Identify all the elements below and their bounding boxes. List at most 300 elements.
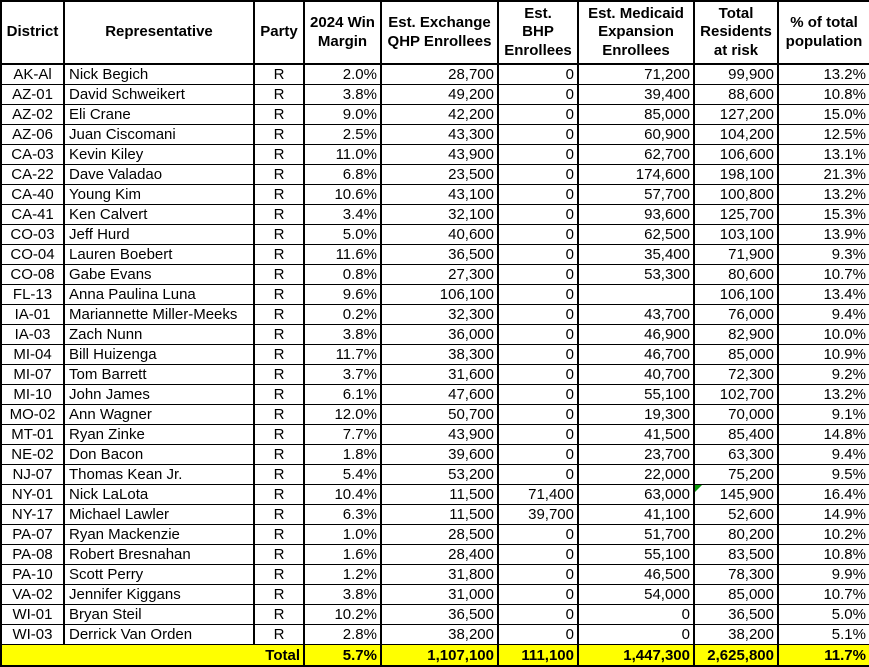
cell-party: R [254,445,304,465]
cell-district: NJ-07 [1,465,64,485]
cell-qhp: 47,600 [381,385,498,405]
cell-party: R [254,485,304,505]
table-row [1,345,869,365]
cell-win-margin: 3.8% [304,585,381,605]
cell-win-margin: 1.0% [304,525,381,545]
cell-qhp: 11,500 [381,505,498,525]
cell-qhp: 28,500 [381,525,498,545]
cell-representative: Ryan Zinke [64,425,254,445]
cell-medicaid: 19,300 [578,405,694,425]
cell-district: CA-22 [1,165,64,185]
cell-representative: Michael Lawler [64,505,254,525]
cell-total-at-risk: 75,200 [694,465,778,485]
cell-medicaid: 63,000 [578,485,694,505]
cell-district: CA-03 [1,145,64,165]
cell-bhp: 0 [498,445,578,465]
cell-total-at-risk: 76,000 [694,305,778,325]
cell-total-at-risk: 125,700 [694,205,778,225]
cell-representative: Ann Wagner [64,405,254,425]
col-header-medicaid-expansion: Est. Medicaid Expansion Enrollees [578,1,694,64]
cell-total-at-risk: 99,900 [694,64,778,85]
cell-qhp: 42,200 [381,105,498,125]
cell-bhp: 0 [498,85,578,105]
cell-medicaid: 57,700 [578,185,694,205]
cell-party: R [254,145,304,165]
cell-medicaid: 54,000 [578,585,694,605]
cell-representative: Derrick Van Orden [64,625,254,645]
cell-district: VA-02 [1,585,64,605]
cell-medicaid: 55,100 [578,545,694,565]
cell-bhp: 0 [498,285,578,305]
cell-total-at-risk: 70,000 [694,405,778,425]
cell-representative: Bill Huizenga [64,345,254,365]
cell-representative: Young Kim [64,185,254,205]
cell-pct: 9.4% [778,445,869,465]
cell-pct: 10.0% [778,325,869,345]
cell-total-at-risk: 106,600 [694,145,778,165]
cell-total-at-risk: 80,200 [694,525,778,545]
cell-total-at-risk: 36,500 [694,605,778,625]
col-header-district: District [1,1,64,64]
table-row [1,365,869,385]
cell-district: MT-01 [1,425,64,445]
cell-medicaid: 62,500 [578,225,694,245]
cell-pct: 10.7% [778,265,869,285]
cell-win-margin: 2.0% [304,64,381,85]
cell-bhp: 0 [498,105,578,125]
cell-qhp: 106,100 [381,285,498,305]
total-bhp: 111,100 [498,645,578,667]
cell-representative: Nick Begich [64,64,254,85]
cell-pct: 13.1% [778,145,869,165]
cell-win-margin: 2.5% [304,125,381,145]
cell-pct: 13.4% [778,285,869,305]
cell-win-margin: 2.8% [304,625,381,645]
cell-qhp: 27,300 [381,265,498,285]
cell-total-at-risk: 80,600 [694,265,778,285]
cell-district: CO-08 [1,265,64,285]
cell-party: R [254,265,304,285]
cell-bhp: 0 [498,205,578,225]
cell-pct: 13.2% [778,185,869,205]
cell-qhp: 40,600 [381,225,498,245]
cell-win-margin: 3.4% [304,205,381,225]
cell-representative: Jeff Hurd [64,225,254,245]
cell-win-margin: 5.4% [304,465,381,485]
cell-representative: John James [64,385,254,405]
cell-representative: Scott Perry [64,565,254,585]
cell-qhp: 43,900 [381,425,498,445]
cell-district: CA-41 [1,205,64,225]
table-row [1,565,869,585]
cell-total-at-risk: 82,900 [694,325,778,345]
cell-party: R [254,64,304,85]
cell-party: R [254,365,304,385]
cell-representative: Anna Paulina Luna [64,285,254,305]
cell-bhp: 0 [498,385,578,405]
col-header-qhp-enrollees: Est. Exchange QHP Enrollees [381,1,498,64]
table-row [1,445,869,465]
cell-pct: 14.9% [778,505,869,525]
cell-qhp: 39,600 [381,445,498,465]
cell-representative: Mariannette Miller-Meeks [64,305,254,325]
cell-district: WI-03 [1,625,64,645]
cell-bhp: 39,700 [498,505,578,525]
cell-party: R [254,505,304,525]
cell-qhp: 38,300 [381,345,498,365]
cell-total-at-risk: 106,100 [694,285,778,305]
cell-total-at-risk: 145,900 [694,485,778,505]
cell-party: R [254,225,304,245]
cell-bhp: 0 [498,345,578,365]
cell-representative: Tom Barrett [64,365,254,385]
table-row [1,305,869,325]
cell-total-at-risk: 100,800 [694,185,778,205]
cell-representative: Jennifer Kiggans [64,585,254,605]
table-row [1,485,869,505]
cell-win-margin: 0.2% [304,305,381,325]
total-residents-at-risk: 2,625,800 [694,645,778,667]
cell-win-margin: 12.0% [304,405,381,425]
cell-total-at-risk: 102,700 [694,385,778,405]
cell-representative: Thomas Kean Jr. [64,465,254,485]
table-row [1,505,869,525]
cell-win-margin: 7.7% [304,425,381,445]
cell-win-margin: 11.7% [304,345,381,365]
total-win-margin: 5.7% [304,645,381,667]
cell-party: R [254,305,304,325]
cell-qhp: 43,300 [381,125,498,145]
cell-medicaid: 40,700 [578,365,694,385]
cell-bhp: 0 [498,465,578,485]
cell-win-margin: 10.4% [304,485,381,505]
cell-pct: 15.3% [778,205,869,225]
cell-bhp: 0 [498,185,578,205]
cell-bhp: 0 [498,265,578,285]
col-header-bhp-enrollees: Est. BHP Enrollees [498,1,578,64]
table-row [1,525,869,545]
cell-win-margin: 6.8% [304,165,381,185]
cell-district: MI-10 [1,385,64,405]
cell-bhp: 0 [498,625,578,645]
cell-district: MI-07 [1,365,64,385]
total-medicaid: 1,447,300 [578,645,694,667]
cell-medicaid: 55,100 [578,385,694,405]
table-row [1,185,869,205]
cell-qhp: 43,100 [381,185,498,205]
cell-qhp: 49,200 [381,85,498,105]
cell-party: R [254,625,304,645]
cell-district: IA-01 [1,305,64,325]
cell-win-margin: 6.1% [304,385,381,405]
cell-total-at-risk: 85,400 [694,425,778,445]
cell-representative: Gabe Evans [64,265,254,285]
cell-representative: Juan Ciscomani [64,125,254,145]
cell-win-margin: 11.6% [304,245,381,265]
cell-qhp: 31,800 [381,565,498,585]
cell-bhp: 0 [498,405,578,425]
cell-medicaid: 41,100 [578,505,694,525]
cell-representative: Nick LaLota [64,485,254,505]
cell-total-at-risk: 83,500 [694,545,778,565]
cell-pct: 10.8% [778,85,869,105]
cell-bhp: 0 [498,585,578,605]
total-label: Total [1,645,304,667]
table-row [1,325,869,345]
cell-bhp: 0 [498,245,578,265]
col-header-party: Party [254,1,304,64]
table-row [1,64,869,85]
cell-bhp: 0 [498,64,578,85]
cell-total-at-risk: 71,900 [694,245,778,265]
cell-party: R [254,345,304,365]
cell-representative: David Schweikert [64,85,254,105]
cell-pct: 16.4% [778,485,869,505]
table-row [1,105,869,125]
cell-district: MO-02 [1,405,64,425]
cell-district: CO-03 [1,225,64,245]
cell-medicaid: 46,500 [578,565,694,585]
cell-qhp: 36,500 [381,605,498,625]
cell-party: R [254,205,304,225]
cell-bhp: 71,400 [498,485,578,505]
cell-medicaid: 46,700 [578,345,694,365]
cell-bhp: 0 [498,545,578,565]
cell-medicaid: 39,400 [578,85,694,105]
cell-district: CO-04 [1,245,64,265]
cell-qhp: 43,900 [381,145,498,165]
cell-representative: Zach Nunn [64,325,254,345]
cell-party: R [254,85,304,105]
cell-win-margin: 6.3% [304,505,381,525]
cell-pct: 13.2% [778,385,869,405]
cell-qhp: 36,500 [381,245,498,265]
cell-party: R [254,285,304,305]
cell-party: R [254,405,304,425]
table-row [1,245,869,265]
cell-district: MI-04 [1,345,64,365]
cell-pct: 9.9% [778,565,869,585]
cell-total-at-risk: 78,300 [694,565,778,585]
cell-total-at-risk: 52,600 [694,505,778,525]
cell-medicaid: 0 [578,605,694,625]
cell-medicaid: 85,000 [578,105,694,125]
col-header-representative: Representative [64,1,254,64]
cell-district: AZ-06 [1,125,64,145]
cell-medicaid [578,285,694,305]
cell-district: AZ-02 [1,105,64,125]
table-row [1,285,869,305]
cell-bhp: 0 [498,605,578,625]
cell-qhp: 50,700 [381,405,498,425]
cell-total-at-risk: 104,200 [694,125,778,145]
cell-bhp: 0 [498,305,578,325]
cell-win-margin: 3.7% [304,365,381,385]
cell-pct: 10.2% [778,525,869,545]
cell-pct: 12.5% [778,125,869,145]
cell-bhp: 0 [498,125,578,145]
table-row [1,585,869,605]
table-row [1,145,869,165]
total-qhp: 1,107,100 [381,645,498,667]
cell-win-margin: 1.2% [304,565,381,585]
table-row [1,385,869,405]
cell-representative: Lauren Boebert [64,245,254,265]
cell-representative: Dave Valadao [64,165,254,185]
cell-win-margin: 9.6% [304,285,381,305]
cell-party: R [254,185,304,205]
cell-medicaid: 71,200 [578,64,694,85]
cell-pct: 10.8% [778,545,869,565]
cell-party: R [254,605,304,625]
cell-qhp: 53,200 [381,465,498,485]
table-row [1,125,869,145]
cell-medicaid: 43,700 [578,305,694,325]
cell-win-margin: 3.8% [304,325,381,345]
cell-bhp: 0 [498,165,578,185]
cell-qhp: 31,000 [381,585,498,605]
cell-representative: Don Bacon [64,445,254,465]
cell-district: CA-40 [1,185,64,205]
cell-representative: Bryan Steil [64,605,254,625]
cell-bhp: 0 [498,565,578,585]
cell-district: WI-01 [1,605,64,625]
cell-pct: 9.5% [778,465,869,485]
cell-representative: Robert Bresnahan [64,545,254,565]
cell-total-at-risk: 198,100 [694,165,778,185]
cell-total-at-risk: 85,000 [694,585,778,605]
cell-pct: 5.0% [778,605,869,625]
table-row [1,405,869,425]
cell-pct: 14.8% [778,425,869,445]
cell-win-margin: 0.8% [304,265,381,285]
cell-pct: 13.2% [778,64,869,85]
cell-district: FL-13 [1,285,64,305]
cell-total-at-risk: 85,000 [694,345,778,365]
cell-win-margin: 10.6% [304,185,381,205]
cell-medicaid: 62,700 [578,145,694,165]
cell-win-margin: 10.2% [304,605,381,625]
cell-representative: Ryan Mackenzie [64,525,254,545]
cell-party: R [254,525,304,545]
cell-district: NY-17 [1,505,64,525]
cell-party: R [254,465,304,485]
table-row [1,205,869,225]
cell-win-margin: 3.8% [304,85,381,105]
cell-party: R [254,585,304,605]
col-header-win-margin: 2024 Win Margin [304,1,381,64]
cell-total-at-risk: 88,600 [694,85,778,105]
cell-party: R [254,105,304,125]
cell-representative: Ken Calvert [64,205,254,225]
cell-qhp: 23,500 [381,165,498,185]
cell-pct: 5.1% [778,625,869,645]
cell-party: R [254,125,304,145]
cell-medicaid: 35,400 [578,245,694,265]
cell-win-margin: 5.0% [304,225,381,245]
cell-qhp: 11,500 [381,485,498,505]
cell-bhp: 0 [498,365,578,385]
table-row [1,465,869,485]
cell-error-flag-triangle-icon [695,485,702,492]
cell-pct: 9.1% [778,405,869,425]
cell-qhp: 32,100 [381,205,498,225]
cell-district: IA-03 [1,325,64,345]
cell-pct: 21.3% [778,165,869,185]
cell-representative: Eli Crane [64,105,254,125]
table-row [1,225,869,245]
cell-total-at-risk: 103,100 [694,225,778,245]
table-row [1,425,869,445]
cell-pct: 9.2% [778,365,869,385]
cell-district: PA-08 [1,545,64,565]
cell-party: R [254,245,304,265]
total-row [1,645,869,667]
cell-qhp: 38,200 [381,625,498,645]
cell-pct: 10.7% [778,585,869,605]
cell-medicaid: 23,700 [578,445,694,465]
cell-pct: 9.3% [778,245,869,265]
cell-district: NY-01 [1,485,64,505]
table-row [1,625,869,645]
cell-medicaid: 93,600 [578,205,694,225]
cell-bhp: 0 [498,425,578,445]
table-row [1,165,869,185]
cell-qhp: 32,300 [381,305,498,325]
cell-qhp: 36,000 [381,325,498,345]
cell-pct: 15.0% [778,105,869,125]
total-pct: 11.7% [778,645,869,667]
cell-bhp: 0 [498,225,578,245]
col-header-total-residents: Total Residents at risk [694,1,778,64]
cell-medicaid: 22,000 [578,465,694,485]
cell-medicaid: 41,500 [578,425,694,445]
table-row [1,605,869,625]
cell-win-margin: 1.8% [304,445,381,465]
cell-medicaid: 60,900 [578,125,694,145]
cell-total-at-risk: 72,300 [694,365,778,385]
cell-total-at-risk: 63,300 [694,445,778,465]
cell-medicaid: 53,300 [578,265,694,285]
cell-medicaid: 0 [578,625,694,645]
cell-pct: 13.9% [778,225,869,245]
cell-qhp: 31,600 [381,365,498,385]
cell-win-margin: 11.0% [304,145,381,165]
cell-pct: 10.9% [778,345,869,365]
cell-win-margin: 1.6% [304,545,381,565]
cell-medicaid: 51,700 [578,525,694,545]
cell-medicaid: 174,600 [578,165,694,185]
cell-bhp: 0 [498,145,578,165]
cell-district: AZ-01 [1,85,64,105]
col-header-pct-population: % of total population [778,1,869,64]
table-body [1,64,869,645]
cell-total-at-risk: 127,200 [694,105,778,125]
cell-party: R [254,565,304,585]
cell-qhp: 28,700 [381,64,498,85]
cell-district: AK-Al [1,64,64,85]
cell-bhp: 0 [498,525,578,545]
cell-party: R [254,385,304,405]
cell-district: PA-07 [1,525,64,545]
cell-win-margin: 9.0% [304,105,381,125]
cell-party: R [254,165,304,185]
cell-party: R [254,425,304,445]
table-row [1,265,869,285]
cell-representative: Kevin Kiley [64,145,254,165]
cell-qhp: 28,400 [381,545,498,565]
cell-party: R [254,325,304,345]
